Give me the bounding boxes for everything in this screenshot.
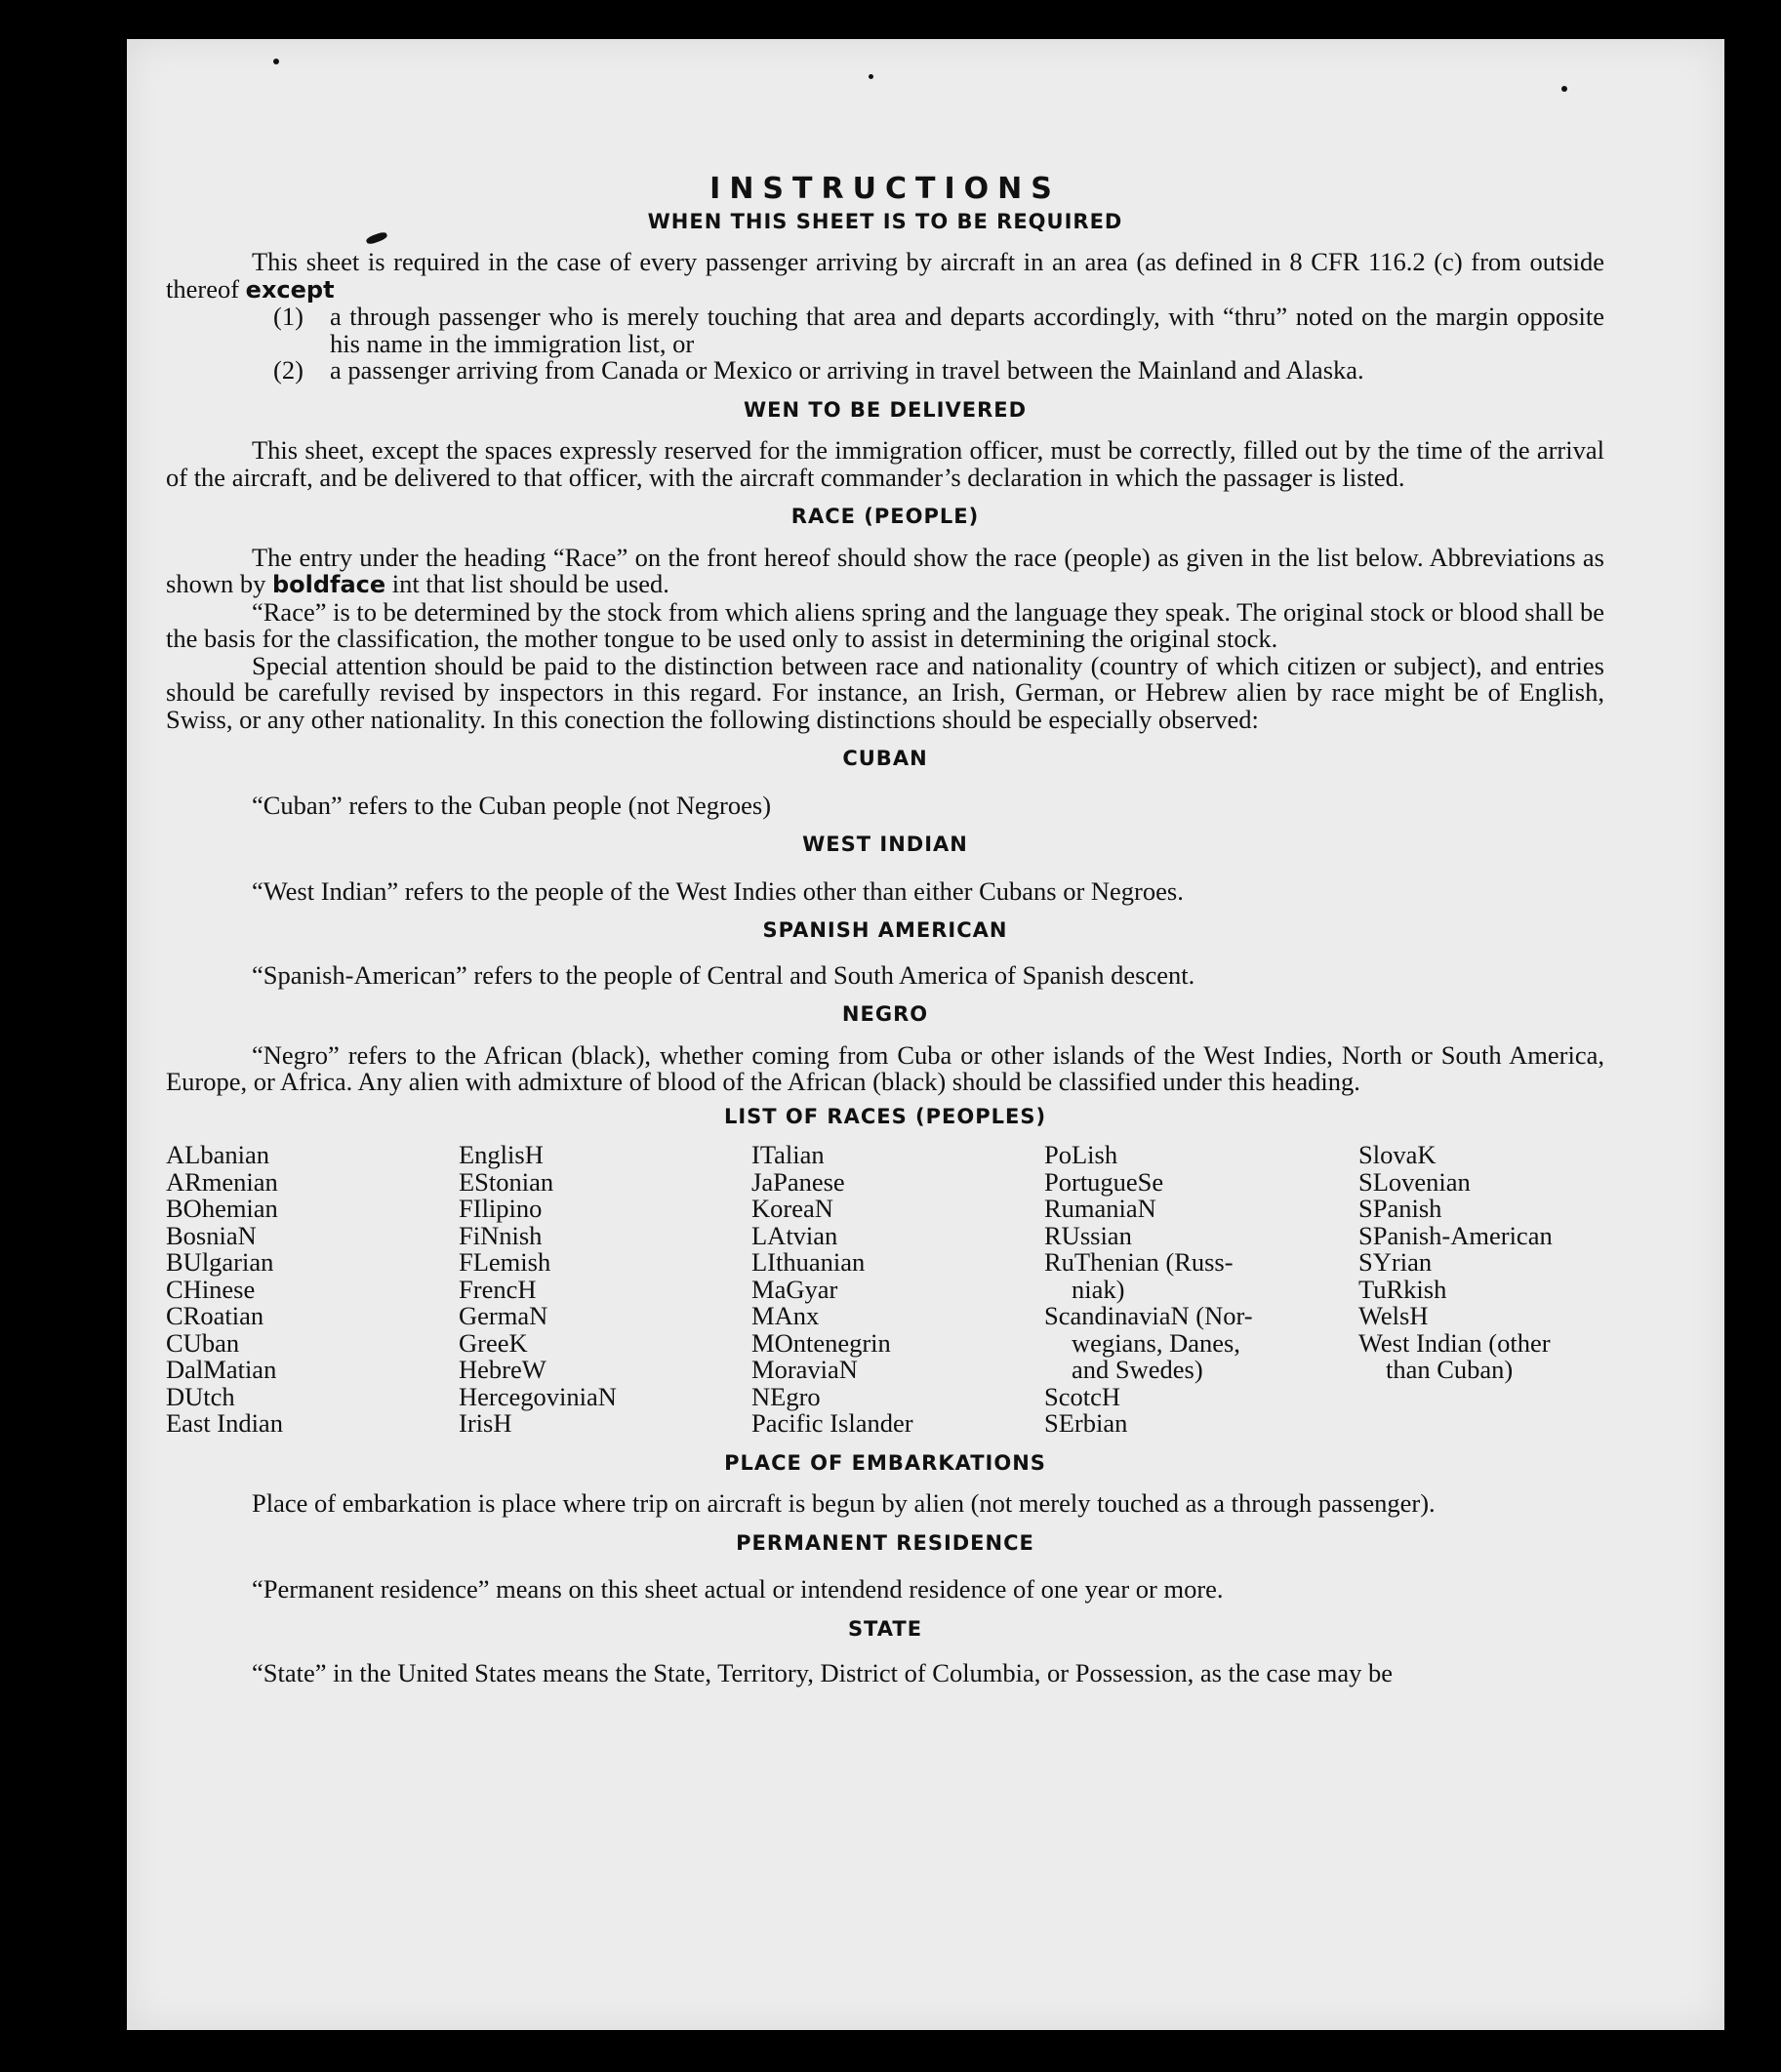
race-item: SErbian	[1044, 1408, 1128, 1438]
race-item: RUssian	[1044, 1220, 1132, 1250]
section-heading: SPANISH AMERICAN	[762, 918, 1008, 942]
races-column	[459, 1142, 751, 1438]
race-item: wegians, Danes,	[1072, 1327, 1240, 1358]
races-column	[1358, 1142, 1604, 1438]
paragraph: “State” in the United States means the State, Territory, District of Columbia, or Possession, as the case may be	[252, 1658, 1394, 1687]
race-item: RuThenian (Russ-	[1044, 1247, 1234, 1277]
race-item: MaGyar	[751, 1274, 838, 1304]
race-item: SLovenian	[1358, 1166, 1471, 1197]
section-heading: WEST INDIAN	[802, 833, 968, 856]
race-item: CUban	[166, 1327, 240, 1358]
section-heading: CUBAN	[842, 747, 928, 770]
race-item: MoraviaN	[751, 1355, 858, 1384]
race-item: ScandinaviaN (Nor-	[1044, 1301, 1253, 1330]
race-item: FiNnish	[459, 1220, 543, 1250]
race-item: LAtvian	[751, 1220, 838, 1250]
race-item: and Swedes)	[1072, 1355, 1203, 1384]
page-title: INSTRUCTIONS	[709, 172, 1061, 206]
race-item: ALbanian	[166, 1140, 269, 1169]
paragraph: “Negro” refers to the African (black), whether coming from Cuba or other islands of the West Indies, North or South America, Europe, or Africa. Any alien with admixture of blood of the African (black) should be classified under this heading.	[166, 1039, 1604, 1096]
races-column	[166, 1142, 459, 1438]
race-item: KoreaN	[751, 1194, 833, 1223]
paragraph: Special attention should be paid to the distinction between race and nationality (country of which citizen or subject), and entries should be carefully revised by inspectors in this regard. For instance, an Irish, German, or Hebrew alien by race might be of English, Swiss, or any other nationality. In this conection the following distinctions should be especially observed:	[166, 650, 1604, 734]
speck-mark	[1561, 86, 1567, 92]
race-item: RumaniaN	[1044, 1194, 1156, 1223]
paragraph: “Spanish-American” refers to the people of Central and South America of Spanish descent.	[252, 959, 1195, 990]
paragraph: This sheet, except the spaces expressly reserved for the immigration officer, must be correctly, filled out by the time of the arrival of the aircraft, and be delivered to that officer, with the aircraft commander’s declaration in which the passager is listed.	[166, 435, 1604, 492]
race-item: FLemish	[459, 1247, 551, 1277]
race-item: SPanish	[1358, 1194, 1442, 1223]
race-item: JaPanese	[751, 1166, 845, 1197]
race-item: FrencH	[459, 1274, 537, 1304]
race-item: GermaN	[459, 1301, 548, 1330]
paragraph: “Race” is to be determined by the stock from which aliens spring and the language they speak. The original stock or blood shall be the basis for the classification, the mother tongue to be used only to assist in determining the original stock.	[166, 596, 1604, 653]
race-item: TuRkish	[1358, 1274, 1447, 1304]
race-item: SYrian	[1358, 1247, 1433, 1277]
section-heading: RACE (PEOPLE)	[790, 505, 980, 528]
race-item: than Cuban)	[1386, 1355, 1514, 1384]
section-heading: WHEN THIS SHEET IS TO BE REQUIRED	[647, 209, 1123, 233]
race-item: HebreW	[459, 1355, 546, 1384]
race-item: EnglisH	[459, 1140, 544, 1169]
instructions-text	[166, 172, 1604, 1687]
race-item: CRoatian	[166, 1301, 264, 1330]
race-item: DalMatian	[166, 1355, 277, 1384]
race-item: HercegoviniaN	[459, 1381, 617, 1411]
race-item: DUtch	[166, 1381, 235, 1411]
section-heading: LIST OF RACES (PEOPLES)	[723, 1104, 1047, 1128]
race-item: EStonian	[459, 1166, 554, 1197]
paragraph: This sheet is required in the case of every passenger arriving by aircraft in an area (as defined in 8 CFR 116.2 (c) from outside thereof except	[166, 247, 1604, 304]
section-heading: PLACE OF EMBARKATIONS	[724, 1450, 1046, 1475]
race-item: SPanish-American	[1358, 1220, 1553, 1250]
races-column	[751, 1142, 1044, 1438]
race-item: ITalian	[751, 1140, 825, 1169]
race-item: West Indian (other	[1358, 1327, 1551, 1358]
race-item: Pacific Islander	[751, 1408, 913, 1438]
speck-mark	[869, 74, 873, 79]
race-item: FIlipino	[459, 1194, 543, 1223]
race-item: IrisH	[459, 1408, 512, 1438]
race-item: MOntenegrin	[751, 1327, 891, 1358]
race-item: WelsH	[1358, 1301, 1429, 1330]
races-column	[1044, 1142, 1358, 1438]
race-item: niak)	[1072, 1274, 1125, 1304]
race-item: SlovaK	[1358, 1140, 1437, 1169]
bold-word: except	[245, 275, 335, 304]
race-item: PoLish	[1044, 1140, 1118, 1169]
race-item: BosniaN	[166, 1220, 257, 1250]
race-item: ScotcH	[1044, 1381, 1121, 1411]
race-item: NEgro	[751, 1381, 821, 1411]
paragraph: “Cuban” refers to the Cuban people (not Negroes)	[252, 790, 772, 820]
race-item: PortugueSe	[1044, 1166, 1164, 1197]
section-heading: WEN TO BE DELIVERED	[743, 397, 1028, 422]
race-item: BUlgarian	[166, 1247, 274, 1277]
paragraph: “Permanent residence” means on this sheet actual or intendend residence of one year or more.	[252, 1574, 1224, 1604]
paragraph: Place of embarkation is place where trip on aircraft is begun by alien (not merely touched as a through passenger).	[252, 1488, 1436, 1518]
section-heading: STATE	[847, 1616, 923, 1641]
paragraph: The entry under the heading “Race” on the front hereof should show the race (people) as given in the list below. Abbreviations as shown by boldface int that list should be used.	[166, 542, 1604, 598]
section-heading: PERMANENT RESIDENCE	[736, 1530, 1034, 1555]
race-item: CHinese	[166, 1274, 256, 1304]
section-heading: NEGRO	[841, 1002, 929, 1026]
race-item: LIthuanian	[751, 1247, 866, 1277]
speck-mark	[273, 59, 279, 64]
race-item: GreeK	[459, 1327, 528, 1358]
races-list	[166, 1142, 1604, 1438]
race-item: MAnx	[751, 1301, 820, 1330]
list-item: (1) a through passenger who is merely touching that area and departs accordingly, with “thru” noted on the margin opposite his name in the immigration list, or	[273, 302, 1604, 358]
race-item: East Indian	[166, 1408, 283, 1438]
list-item: (2) a passenger arriving from Canada or Mexico or arriving in travel between the Mainland and Alaska.	[273, 355, 1364, 385]
race-item: ARmenian	[166, 1166, 278, 1197]
paragraph: “West Indian” refers to the people of the West Indies other than either Cubans or Negroes.	[252, 875, 1184, 906]
race-item: BOhemian	[166, 1194, 278, 1223]
bold-word: boldface	[271, 571, 386, 598]
